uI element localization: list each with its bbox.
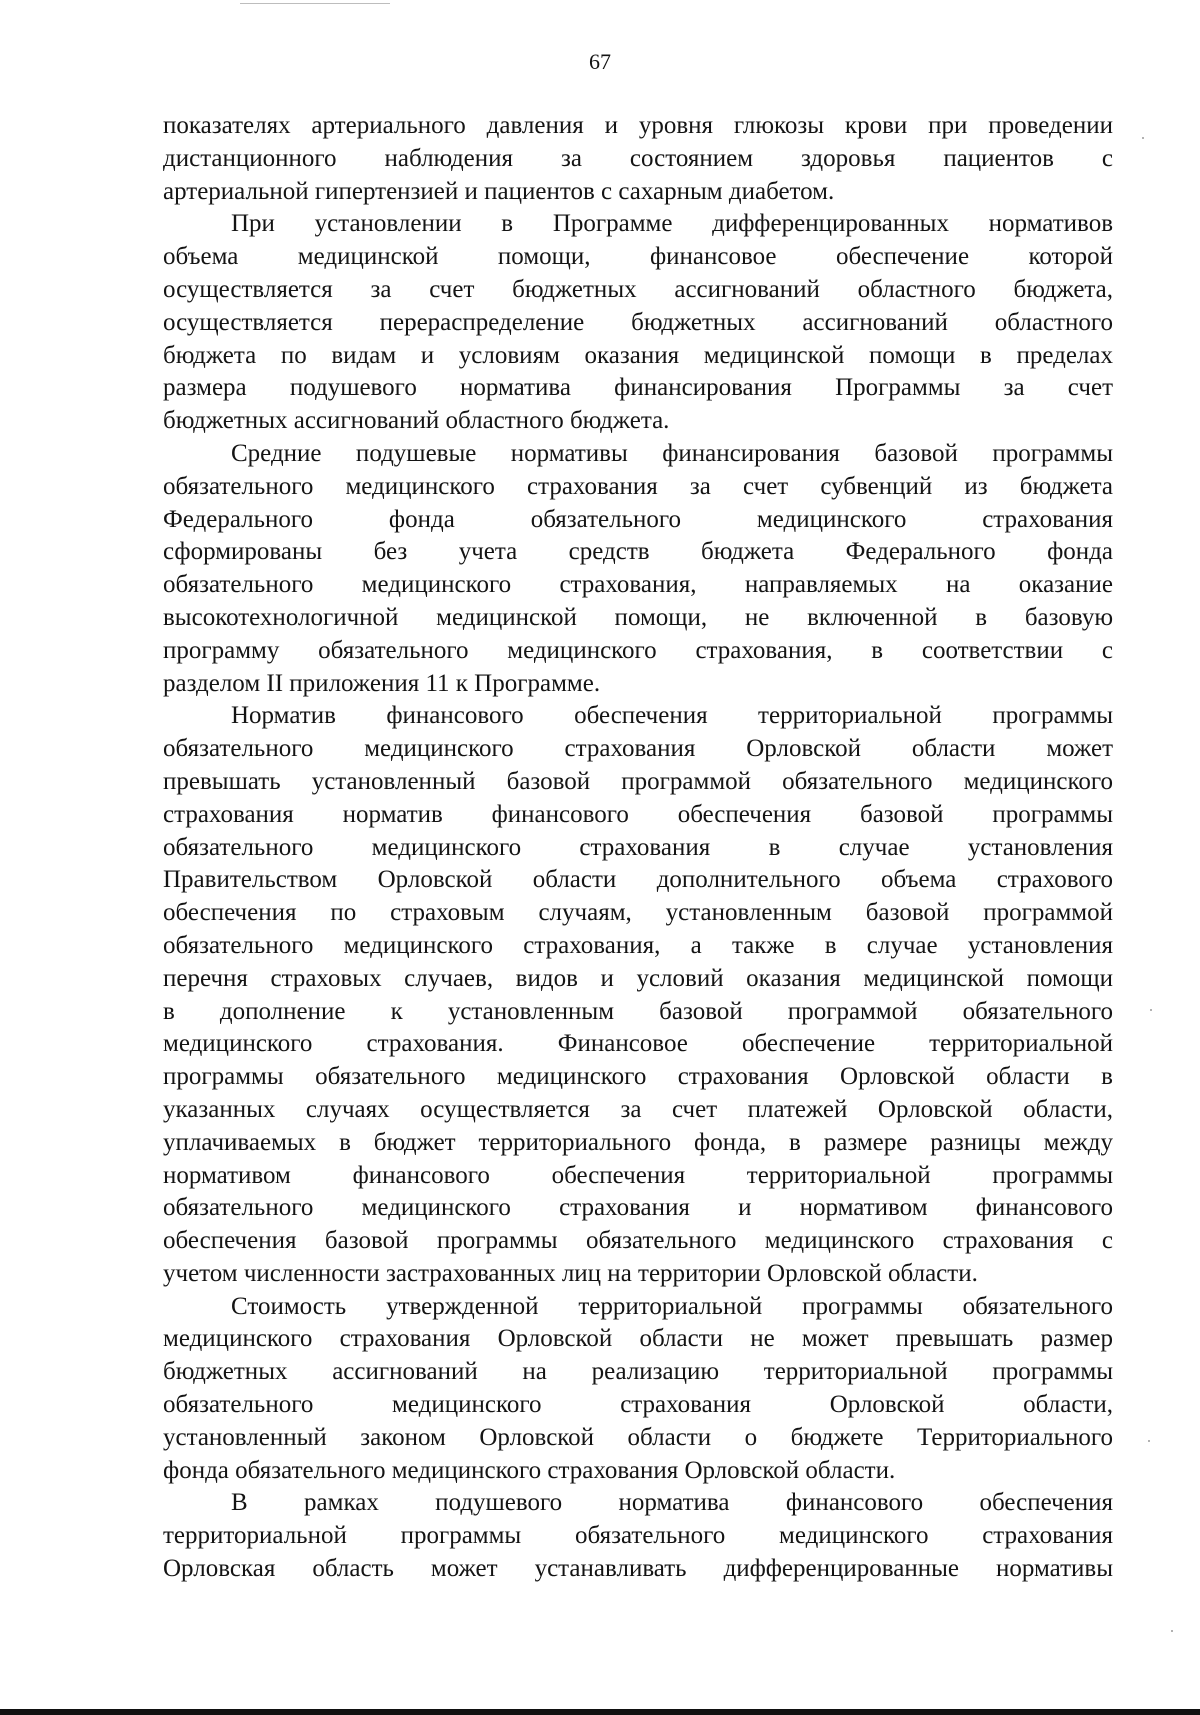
- page-number: 67: [589, 49, 611, 74]
- text-line: превышать установленный базовой программой обязательного медицинского: [163, 767, 1113, 795]
- text-line: обязательного медицинского страхования Орловской области,: [163, 1391, 1113, 1419]
- text-line: показателях артериального давления и уровня глюкозы крови при проведении: [163, 112, 1113, 139]
- text-line: программу обязательного медицинского страхования, в соответствии с: [163, 636, 1113, 664]
- scan-speck: [1171, 1630, 1173, 1632]
- scan-speck: [1148, 1440, 1150, 1442]
- text-line: территориальной программы обязательного медицинского страхования: [163, 1522, 1113, 1550]
- text-line: программы обязательного медицинского страхования Орловской области в: [163, 1063, 1113, 1091]
- text-line: разделом II приложения 11 к Программе.: [163, 669, 601, 697]
- text-line: фонда обязательного медицинского страхования Орловской области.: [163, 1456, 896, 1484]
- text-line: уплачиваемых в бюджет территориального фонда, в размере разницы между: [163, 1128, 1113, 1156]
- text-line: При установлении в Программе дифференцированных нормативов: [231, 210, 1113, 238]
- text-line: обязательного медицинского страхования, а также в случае установления: [163, 931, 1113, 959]
- text-line: Норматив финансового обеспечения территориальной программы: [231, 702, 1113, 730]
- text-line: обеспечения по страховым случаям, установленным базовой программой: [163, 899, 1113, 927]
- text-line: Орловская область может устанавливать дифференцированные нормативы: [163, 1555, 1113, 1583]
- text-line: указанных случаях осуществляется за счет платежей Орловской области,: [163, 1095, 1113, 1123]
- text-line: Федерального фонда обязательного медицинского страхования: [163, 505, 1113, 533]
- text-line: перечня страховых случаев, видов и условий оказания медицинской помощи: [163, 964, 1113, 992]
- text-line: нормативом финансового обеспечения территориальной программы: [163, 1161, 1113, 1189]
- text-line: обязательного медицинского страхования в случае установления: [163, 833, 1113, 861]
- text-line: обязательного медицинского страхования Орловской области может: [163, 735, 1113, 763]
- text-line: Стоимость утвержденной территориальной программы обязательного: [231, 1292, 1113, 1320]
- text-line: установленный законом Орловской области о бюджете Территориального: [163, 1423, 1113, 1451]
- scan-top-edge-line: [240, 3, 390, 4]
- scan-speck: [1150, 1009, 1152, 1011]
- text-line: осуществляется за счет бюджетных ассигнований областного бюджета,: [163, 275, 1113, 303]
- text-line: Правительством Орловской области дополнительного объема страхового: [163, 866, 1113, 894]
- text-line: обязательного медицинского страхования за счет субвенций из бюджета: [163, 472, 1113, 500]
- text-line: медицинского страхования Орловской области не может превышать размер: [163, 1325, 1113, 1353]
- text-line: Средние подушевые нормативы финансирования базовой программы: [231, 439, 1113, 467]
- text-line: объема медицинской помощи, финансовое обеспечение которой: [163, 243, 1113, 271]
- text-line: артериальной гипертензией и пациентов с сахарным диабетом.: [163, 177, 835, 205]
- text-line: бюджета по видам и условиям оказания медицинской помощи в пределах: [163, 341, 1113, 369]
- text-line: в дополнение к установленным базовой программой обязательного: [163, 997, 1113, 1025]
- text-line: дистанционного наблюдения за состоянием здоровья пациентов с: [163, 144, 1113, 172]
- text-line: высокотехнологичной медицинской помощи, не включенной в базовую: [163, 603, 1113, 631]
- text-line: бюджетных ассигнований на реализацию территориальной программы: [163, 1358, 1113, 1386]
- text-line: сформированы без учета средств бюджета Федерального фонда: [163, 538, 1113, 566]
- text-line: обеспечения базовой программы обязательного медицинского страхования с: [163, 1227, 1113, 1255]
- text-line: обязательного медицинского страхования и нормативом финансового: [163, 1194, 1113, 1222]
- text-line: осуществляется перераспределение бюджетных ассигнований областного: [163, 308, 1113, 336]
- text-line: учетом численности застрахованных лиц на территории Орловской области.: [163, 1259, 978, 1287]
- text-line: В рамках подушевого норматива финансового обеспечения: [231, 1489, 1113, 1517]
- scan-speck: [1142, 137, 1144, 139]
- text-line: страхования норматив финансового обеспечения базовой программы: [163, 800, 1113, 828]
- text-line: медицинского страхования. Финансовое обеспечение территориальной: [163, 1030, 1113, 1058]
- document-body: [163, 110, 1113, 1586]
- scan-bottom-edge-bar: [0, 1709, 1200, 1715]
- text-line: бюджетных ассигнований областного бюджета.: [163, 407, 670, 435]
- text-line: обязательного медицинского страхования, направляемых на оказание: [163, 571, 1113, 599]
- text-line: размера подушевого норматива финансирования Программы за счет: [163, 374, 1113, 402]
